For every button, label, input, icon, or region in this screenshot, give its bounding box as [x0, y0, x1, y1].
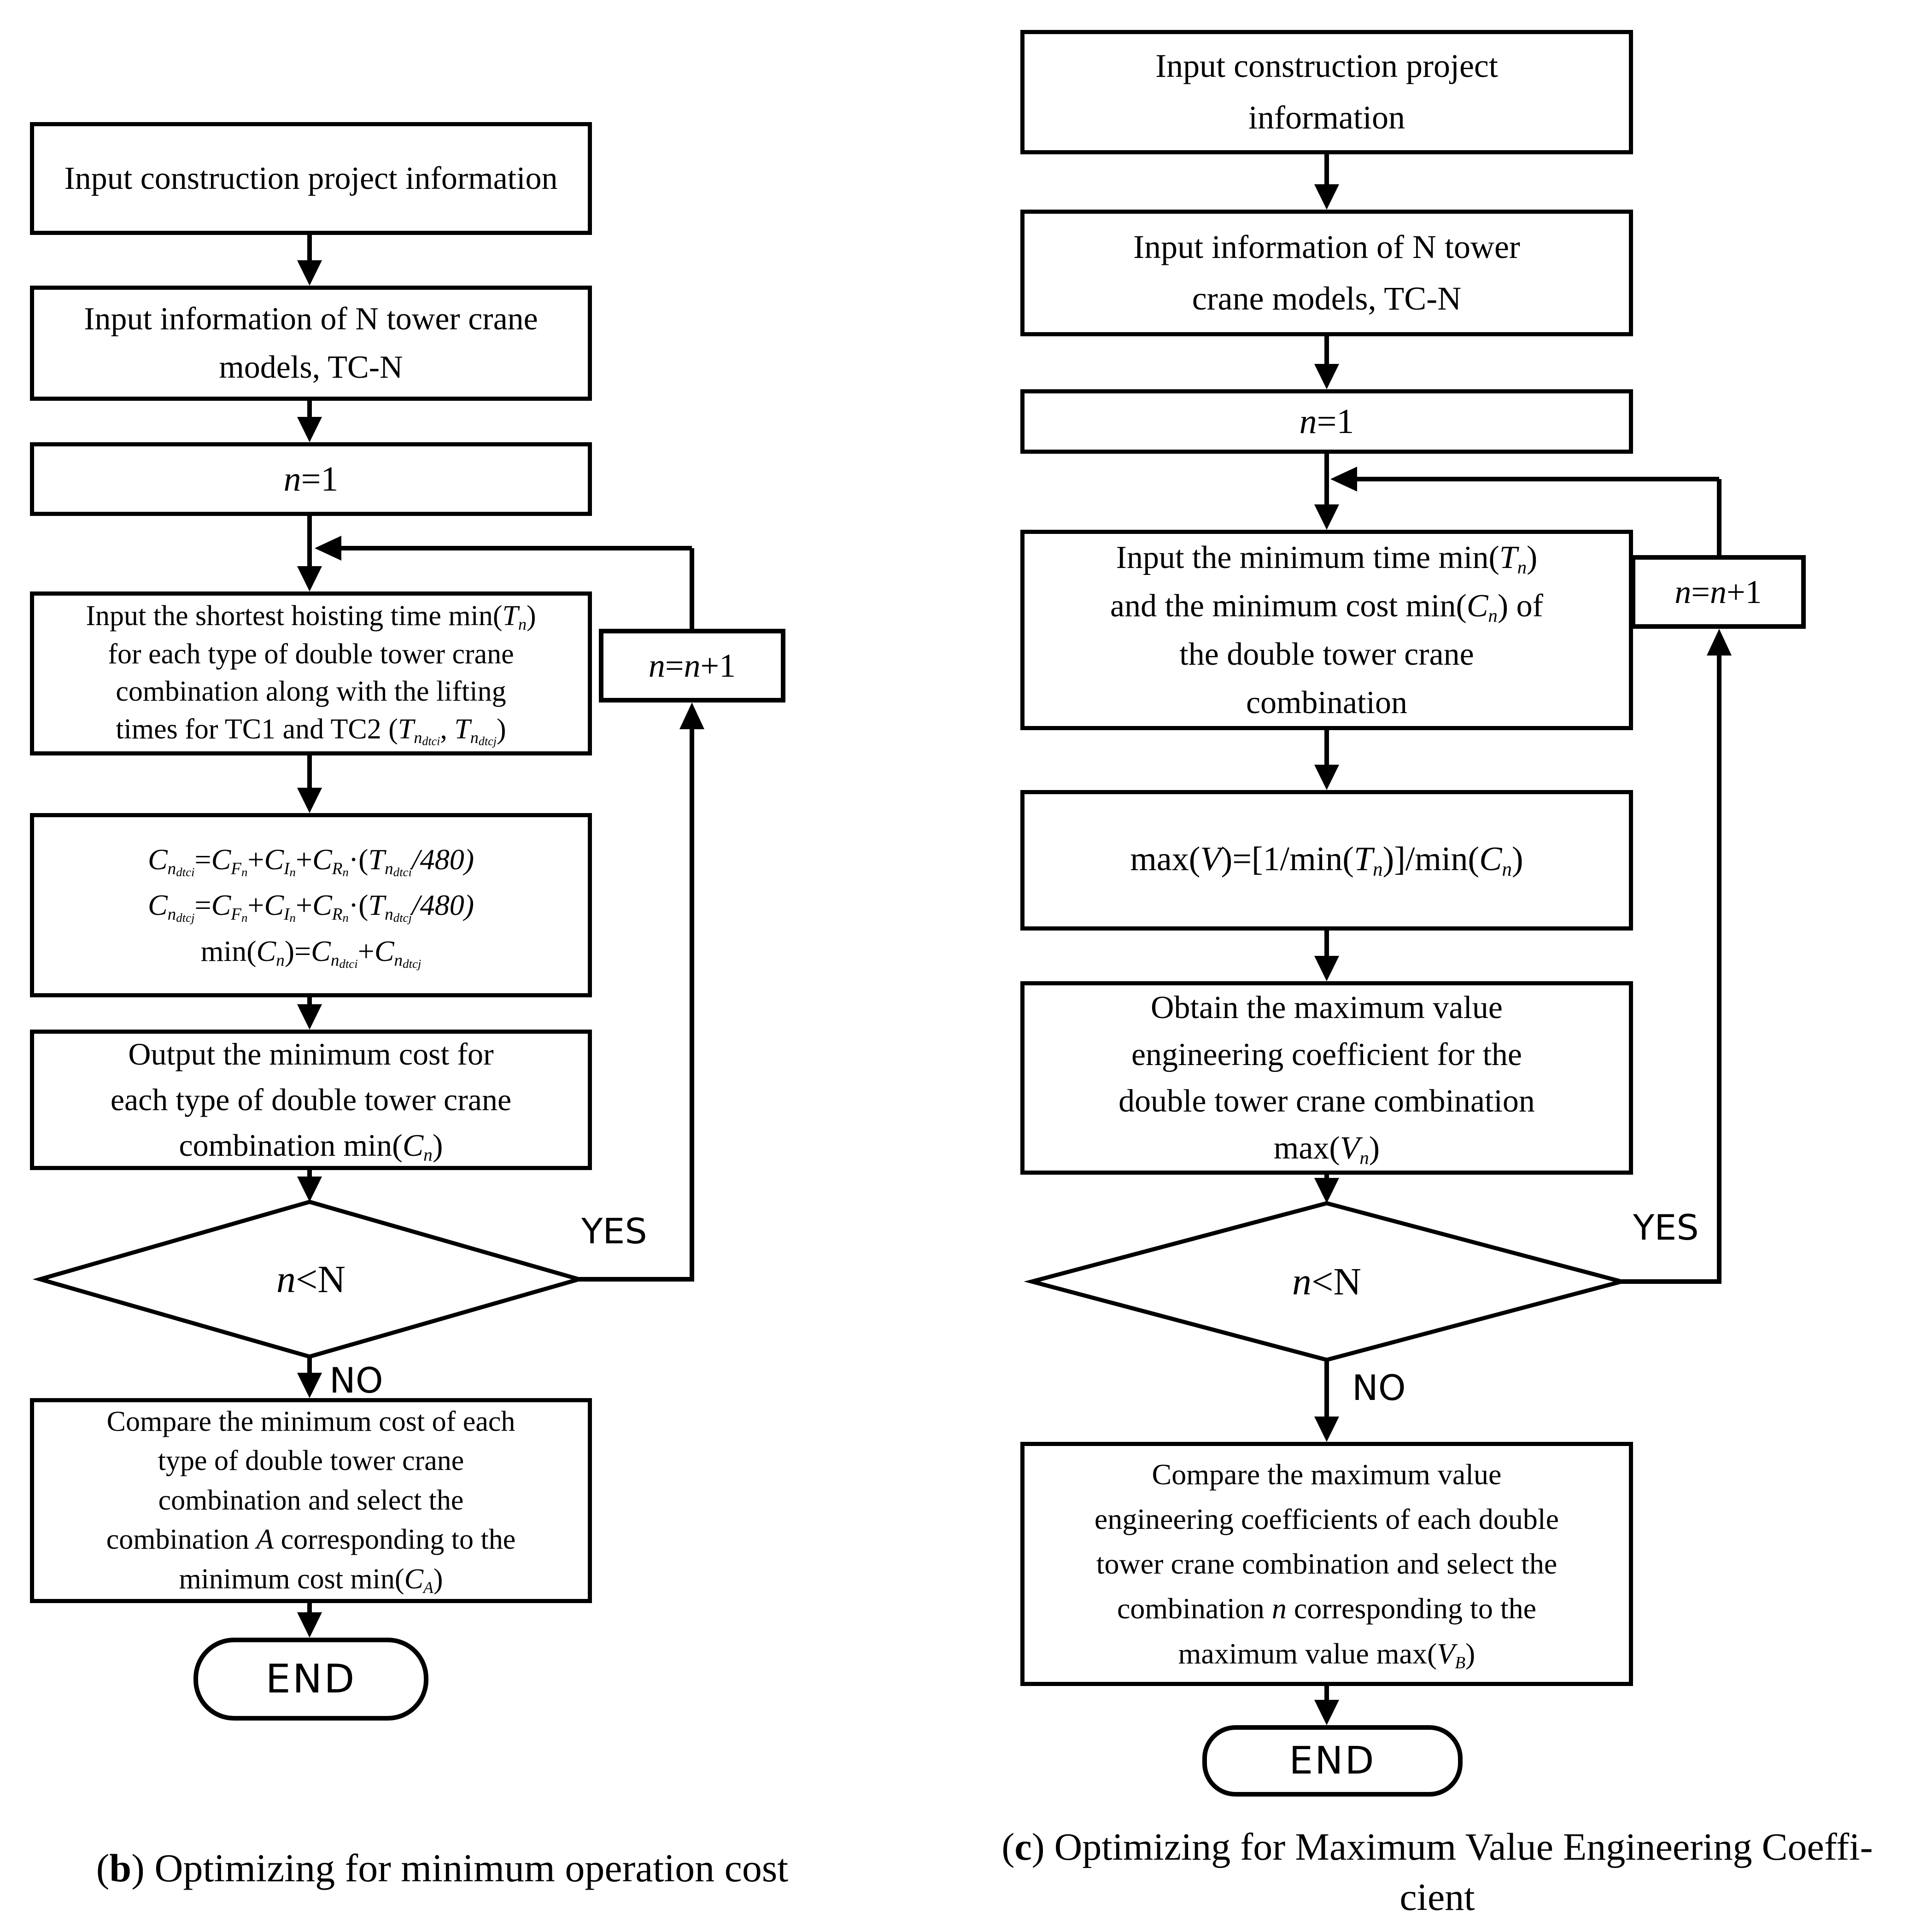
caption-c: (c) Optimizing for Maximum Value Engineering Coeffi- cient: [1001, 1826, 1873, 1919]
b-box-input-hoisting-time: Input the shortest hoisting time min(Tn) for each type of double tower crane combination along with the lifting times for TC1 and TC2 ($Tn_{dtci}$, $Tn_{dtcj}$): [30, 591, 592, 755]
b-arrow-output-to-decision: [297, 1168, 322, 1202]
b-label-no: NO: [329, 1360, 383, 1401]
b-box-increment: n=n+1: [599, 629, 785, 703]
c-arrow-inputtime-to-formula: [1314, 728, 1339, 790]
b-box-input-project: Input construction project information: [30, 122, 592, 235]
c-arrow-compare-to-end: [1314, 1684, 1339, 1725]
c-arrow-project-to-models: [1314, 152, 1339, 210]
c-decision-label: n<N: [1292, 1260, 1362, 1303]
b-arrow-formula-to-output: [297, 995, 322, 1030]
c-box-input-models: Input information of N tower crane models, TC-N: [1020, 210, 1633, 336]
b-box-n-equals-1: n=1: [30, 442, 592, 516]
c-box-increment: n=n+1: [1631, 555, 1806, 629]
c-label-no: NO: [1352, 1367, 1406, 1408]
c-arrow-formula-to-obtain: [1314, 928, 1339, 981]
b-arrow-decision-no-to-compare: [297, 1357, 322, 1398]
b-box-output-min-cost: Output the minimum cost for each type of double tower crane combination min(Cn): [30, 1030, 592, 1170]
c-box-input-project: Input construction project information: [1020, 30, 1633, 154]
c-arrow-decision-no-to-compare: [1314, 1360, 1339, 1442]
c-end-terminator: END: [1202, 1725, 1463, 1797]
b-decision-label: n<N: [276, 1258, 346, 1301]
b-arrow-inputtime-to-formula: [297, 753, 322, 813]
c-box-n-equals-1: n=1: [1020, 389, 1633, 454]
b-box-input-models: Input information of N tower crane models, TC-N: [30, 286, 592, 401]
b-label-yes: YES: [581, 1211, 647, 1252]
c-arrow-n1-to-inputtime: [1314, 451, 1339, 530]
b-arrow-models-to-n1: [297, 398, 322, 442]
caption-b: (b) Optimizing for minimum operation cost: [96, 1846, 789, 1890]
c-arrow-obtain-to-decision: [1314, 1172, 1339, 1203]
c-box-compare: Compare the maximum value engineering coefficients of each double tower crane combination and select the combination n corresponding to the maximum value max(VB): [1020, 1442, 1633, 1686]
b-end-terminator: END: [193, 1638, 428, 1721]
c-box-value-formula: max(V)=[1/min(Tn)]/min(Cn): [1020, 790, 1633, 931]
b-arrow-project-to-models: [297, 233, 322, 286]
c-label-yes: YES: [1633, 1207, 1699, 1248]
b-arrow-compare-to-end: [297, 1601, 322, 1638]
b-box-compare: Compare the minimum cost of each type of double tower crane combination and select the combination A corresponding to the minimum cost min(CA): [30, 1398, 592, 1603]
c-box-obtain-max-value: Obtain the maximum value engineering coefficient for the double tower crane combination max(Vn): [1020, 981, 1633, 1175]
b-box-cost-formula: $Cn_{dtci}=CF_n+CI_n+CR_n\cdot(Tn_{dtci}/480)$ $Cn_{dtcj}=CF_n+CI_n+CR_n\cdot(Tn_{dtcj}/480)$ $\min(Cn)=Cn_{dtci}+Cn_{dtcj}$: [30, 813, 592, 997]
c-arrow-models-to-n1: [1314, 334, 1339, 389]
b-arrow-n1-to-inputtime: [297, 514, 322, 591]
c-box-input-min-time-cost: Input the minimum time min(Tn) and the minimum cost min(Cn) of the double tower crane combination: [1020, 530, 1633, 730]
